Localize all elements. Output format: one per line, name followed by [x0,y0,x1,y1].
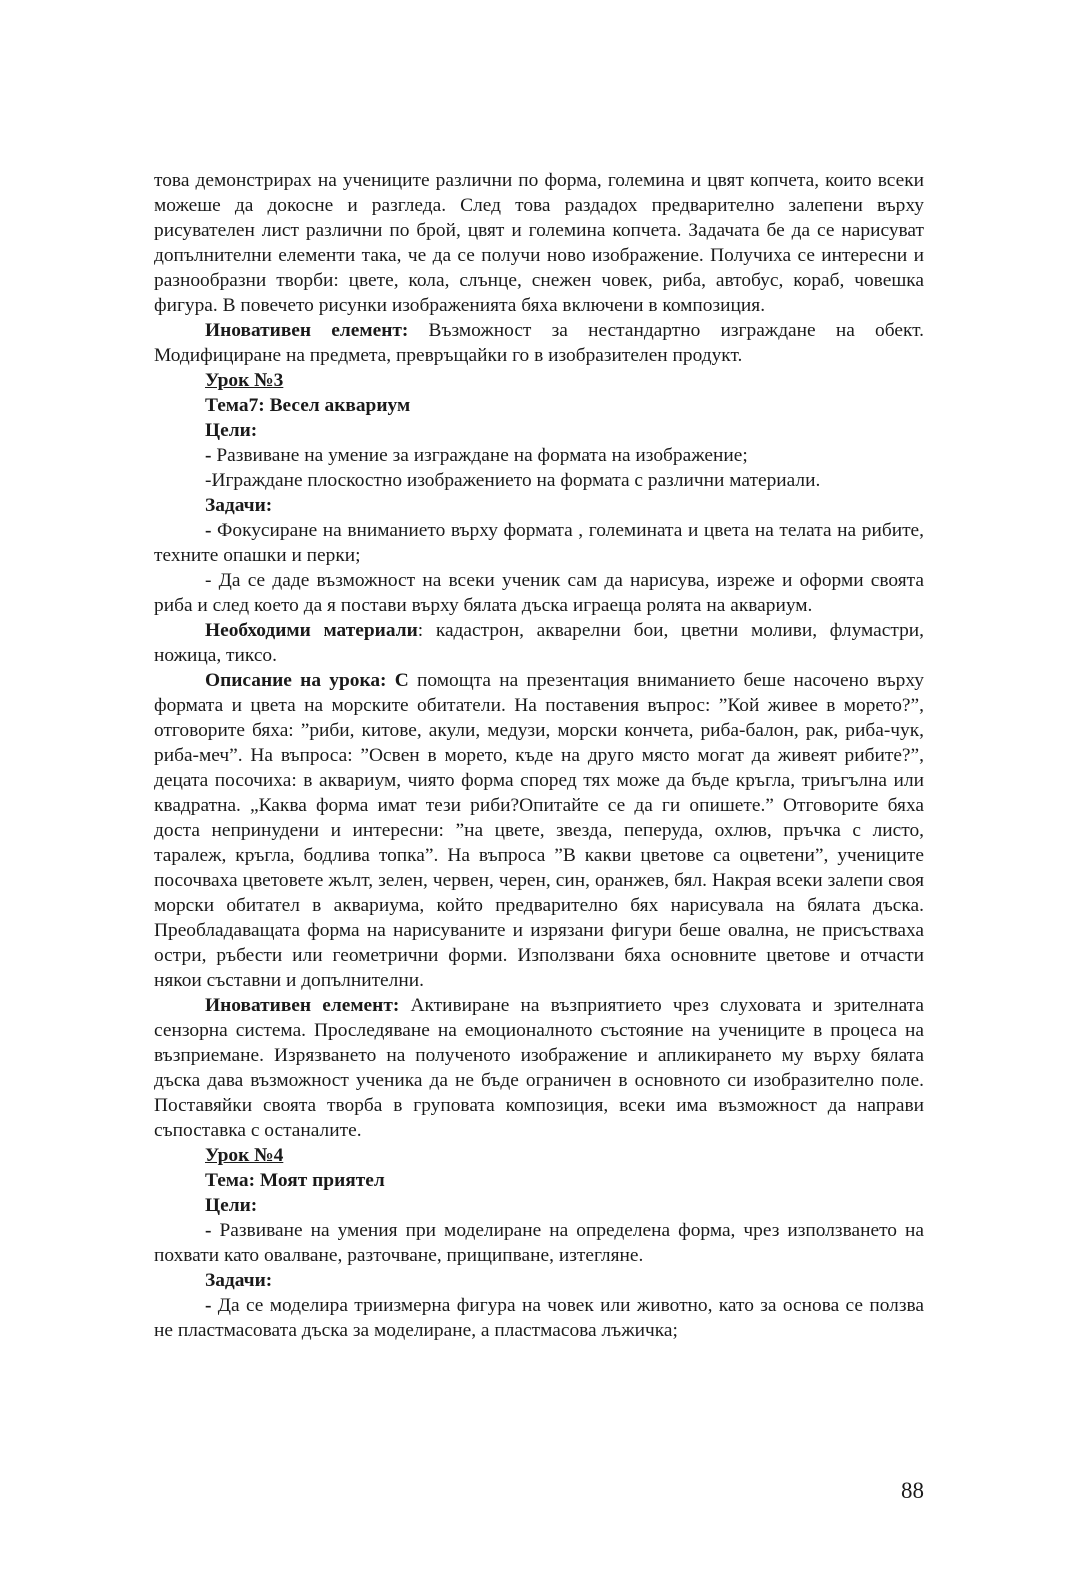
innovative-element-label: Иновативен елемент: [205,995,400,1016]
task-item [154,1293,924,1343]
task-text: Фокусиране на вниманието върху формата , големината и цвета на телата на рибите, техните опашки и перки; [154,520,924,566]
paragraph: това демонстрирах на учениците различни по форма, големина и цвят копчета, които всеки можеше да докосне и разгледа. След това раздадох предварително залепени върху рисувателен лист различни по брой, цвят и големина копчета. Задачата бе да се нарисуват допълнителни елементи така, че да се получи ново изображение. Получиха се интересни и разнообразни творби: цвете, кола, слънце, снежен човек, риба, автобус, кораб, човешка фигура. В повечето рисунки изображенията бяха включени в композиция. [154,170,924,316]
lesson-topic: Тема: Моят приятел [205,1170,385,1191]
lesson-topic: Тема7: Весел аквариум [205,395,411,416]
dash: - [205,445,212,466]
task-item: - Да се даде възможност на всеки ученик сам да нарисува, изреже и оформи своята риба и след което да я постави върху бялата дъска играеща ролята на аквариум. [154,570,924,616]
goal-item [154,443,924,468]
materials-paragraph [154,618,924,668]
goals-label: Цели: [205,1195,258,1216]
innovative-paragraph [154,993,924,1143]
document-body [154,168,924,1343]
goal-text: Развиване на умения при моделиране на определена форма, чрез използването на похвати като овалване, разточване, прищипване, изтегляне. [154,1220,924,1266]
tasks-label: Задачи: [205,1270,273,1291]
task-item [154,518,924,568]
goals-label: Цели: [205,420,258,441]
dash: - [205,1220,212,1241]
goal-item [154,1218,924,1268]
description-text: помощта на презентация вниманието беше насочено върху формата и цвета на морските обитатели. На поставения въпрос: ”Кой живее в морето?”, отговорите бяха: ”риби, китове, акули, медузи, морски кончета, риба-балон, рак, риба-чук, риба-меч”. На въпроса: ”Освен в морето, къде на друго място могат да живеят рибите?”, децата посочиха: в аквариум, чиято форма според тях може да бъде кръгла, триъгълна или квадратна. „Каква форма имат тези риби?Опитайте се да ги опишете.” Отговорите бяха доста непринудени и интересни: ”на цвете, звезда, пеперуда, охлюв, пръчка с листо, таралеж, кръгла, бодлива топка”. На въпроса ”В какви цветове са оцветени”, учениците посочваха цветовете жълт, зелен, червен, черен, син, оранжев, бял. Накрая всеки залепи своя морски обитател в аквариума, който предварително бях нарисувала на бялата дъска. Преобладаващата форма на нарисуваните и изрязани фигури беше овална, не присъстваха остри, ръбести или геометрични форми. Използвани бяха основните цветове и отчасти някои съставни и допълнителни. [154,670,924,991]
paragraph [154,318,924,368]
lesson-heading: Урок №4 [205,1145,284,1166]
goal-item: -Играждане плоскостно изображението на формата с различни материали. [205,470,821,491]
paragraph-text: Възможност за нестандартно изграждане на обект. Модифициране на предмета, превръщайки го в изобразителен продукт. [154,320,924,366]
innovative-text: Активиране на възприятието чрез слуховата и зрителната сензорна система. Проследяване на емоционалното състояние на учениците в процеса на възприемане. Изрязването на полученото изображение и апликирането му върху бялата дъска дава възможност ученика да не бъде ограничен в основното си изобразително поле. Поставяйки своята творба в груповата композиция, всеки има възможност да направи съпоставка с останалите. [154,995,924,1141]
dash: - [205,1295,212,1316]
goal-text: Развиване на умение за изграждане на формата на изображение; [211,445,748,466]
tasks-label: Задачи: [205,495,273,516]
materials-label: Необходими материали [205,620,418,641]
innovative-element-label: Иновативен елемент: [205,320,409,341]
lesson-heading: Урок №3 [205,370,284,391]
materials-text: : кадастрон, акварелни бои, цветни моливи, флумастри, ножица, тиксо. [154,620,924,666]
dash: - [205,520,212,541]
description-label: Описание на урока: С [205,670,409,691]
page-number: 88 [901,1478,924,1503]
description-paragraph [154,668,924,993]
task-text: Да се моделира триизмерна фигура на човек или животно, като за основа се ползва не пластмасовата дъска за моделиране, а пластмасова лъжичка; [154,1295,924,1341]
